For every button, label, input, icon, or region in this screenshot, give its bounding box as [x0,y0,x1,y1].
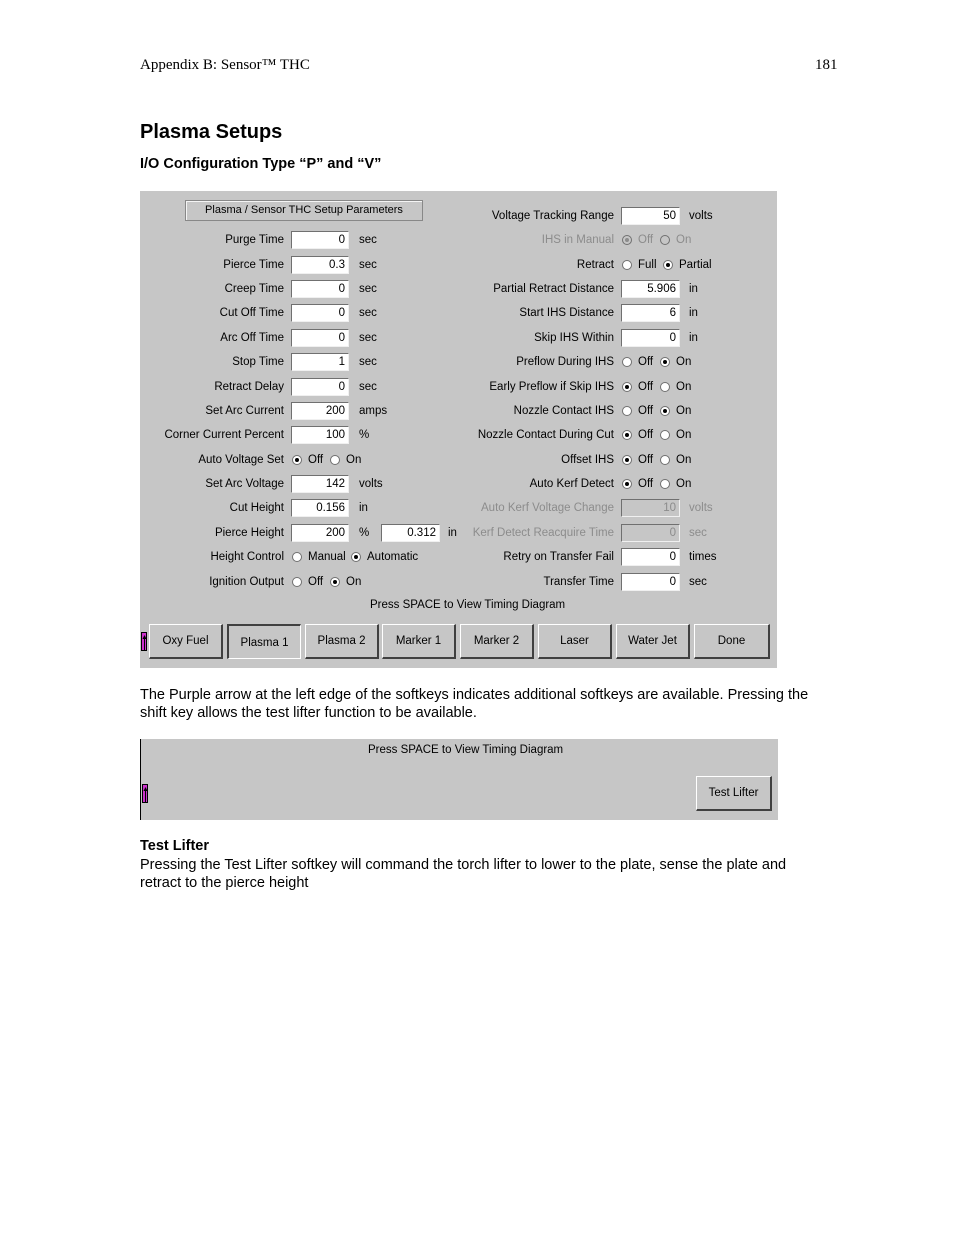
nozzle-contact-cut-label: Nozzle Contact During Cut [477,429,614,441]
start-ihs-distance-unit: in [689,307,698,319]
retract-delay-unit: sec [359,381,377,393]
set-arc-current-label: Set Arc Current [205,405,284,417]
ihs-in-manual-on-label: On [676,234,692,246]
softkey-laser[interactable]: Laser [538,624,612,659]
start-ihs-distance-label: Start IHS Distance [519,307,614,319]
partial-retract-distance-input[interactable]: 5.906 [621,280,680,298]
offset-ihs-on-radio[interactable] [660,455,670,465]
voltage-tracking-range-input[interactable]: 50 [621,207,680,225]
retry-on-transfer-fail-unit: times [689,551,717,563]
arc-off-time-label: Arc Off Time [220,332,284,344]
softkey-plasma-2[interactable]: Plasma 2 [305,624,379,659]
stop-time-input[interactable]: 1 [291,353,349,371]
height-control-label: Height Control [210,551,284,563]
skip-ihs-within-unit: in [689,332,698,344]
offset-ihs-off-label: Off [638,454,654,466]
height-control-manual-radio[interactable] [292,552,302,562]
start-ihs-distance-input[interactable]: 6 [621,304,680,322]
section-subtitle: I/O Configuration Type “P” and “V” [140,156,382,172]
auto-kerf-voltage-change-input: 10 [621,499,680,517]
softkey-done[interactable]: Done [694,624,770,659]
auto-kerf-voltage-change-unit: volts [689,502,713,514]
pierce-height-percent-input[interactable]: 200 [291,524,349,542]
preflow-during-ihs-label: Preflow During IHS [516,356,614,368]
softkey-marker-2[interactable]: Marker 2 [460,624,534,659]
corner-current-percent-unit: % [359,429,370,441]
creep-time-label: Creep Time [224,283,284,295]
voltage-tracking-range-unit: volts [689,210,713,222]
ihs-in-manual-off-label: Off [638,234,654,246]
ihs-in-manual-on-radio [660,235,670,245]
header-chapter: Appendix B: Sensor™ THC [140,57,310,73]
shift-arrow-icon-2 [142,784,148,803]
test-lifter-description: Pressing the Test Lifter softkey will command the torch lifter to lower to the plate, sense the plate and retract to the pierce height [140,857,787,891]
corner-current-percent-label: Corner Current Percent [164,429,284,441]
set-arc-current-input[interactable]: 200 [291,402,349,420]
ihs-in-manual-label: IHS in Manual [541,234,614,246]
skip-ihs-within-input[interactable]: 0 [621,329,680,347]
purge-time-input[interactable]: 0 [291,231,349,249]
nozzle-contact-cut-on-label: On [676,429,692,441]
purge-time-label: Purge Time [225,234,284,246]
preflow-during-ihs-on-radio[interactable] [660,357,670,367]
kerf-detect-reacquire-unit: sec [689,527,707,539]
cut-off-time-input[interactable]: 0 [291,304,349,322]
shift-arrow-icon [141,632,147,651]
nozzle-contact-cut-off-radio[interactable] [622,430,632,440]
retry-on-transfer-fail-label: Retry on Transfer Fail [503,551,614,563]
pierce-height-percent-unit: % [359,527,370,539]
timing-diagram-hint-2: Press SPACE to View Timing Diagram [368,744,564,756]
set-arc-voltage-unit: volts [359,478,383,490]
set-arc-current-unit: amps [359,405,388,417]
early-preflow-label: Early Preflow if Skip IHS [489,381,614,393]
nozzle-contact-ihs-off-label: Off [638,405,654,417]
cut-height-unit: in [359,502,368,514]
auto-voltage-set-on-label: On [346,454,362,466]
auto-voltage-set-label: Auto Voltage Set [198,454,284,466]
partial-retract-distance-label: Partial Retract Distance [493,283,614,295]
nozzle-contact-cut-off-label: Off [638,429,654,441]
pierce-height-distance-unit: in [448,527,457,539]
early-preflow-off-label: Off [638,381,654,393]
pierce-time-unit: sec [359,259,377,271]
corner-current-percent-input[interactable]: 100 [291,426,349,444]
ignition-output-label: Ignition Output [209,576,284,588]
voltage-tracking-range-label: Voltage Tracking Range [491,210,614,222]
height-control-manual-label: Manual [308,551,346,563]
early-preflow-off-radio[interactable] [622,382,632,392]
kerf-detect-reacquire-label: Kerf Detect Reacquire Time [472,527,614,539]
retract-partial-radio[interactable] [663,260,673,270]
pierce-height-label: Pierce Height [214,527,284,539]
offset-ihs-off-radio[interactable] [622,455,632,465]
nozzle-contact-ihs-off-radio[interactable] [622,406,632,416]
retract-full-radio[interactable] [622,260,632,270]
early-preflow-on-radio[interactable] [660,382,670,392]
preflow-during-ihs-off-radio[interactable] [622,357,632,367]
retry-on-transfer-fail-input[interactable]: 0 [621,548,680,566]
ihs-in-manual-off-radio [622,235,632,245]
softkey-test-lifter[interactable]: Test Lifter [696,776,772,811]
page-title: Plasma Setups [140,121,283,143]
auto-kerf-detect-on-label: On [676,478,692,490]
nozzle-contact-ihs-on-label: On [676,405,692,417]
ignition-output-off-radio[interactable] [292,577,302,587]
nozzle-contact-ihs-on-radio[interactable] [660,406,670,416]
stop-time-unit: sec [359,356,377,368]
nozzle-contact-cut-on-radio[interactable] [660,430,670,440]
test-lifter-heading: Test Lifter [140,838,210,854]
kerf-detect-reacquire-input: 0 [621,524,680,542]
nozzle-contact-ihs-label: Nozzle Contact IHS [513,405,614,417]
pierce-time-input[interactable]: 0.3 [291,256,349,274]
ignition-output-off-label: Off [308,576,324,588]
ignition-output-on-radio[interactable] [330,577,340,587]
test-lifter-panel [140,739,778,820]
plasma-setup-panel [140,191,777,668]
transfer-time-input[interactable]: 0 [621,573,680,591]
skip-ihs-within-label: Skip IHS Within [534,332,614,344]
retract-partial-label: Partial [679,259,712,271]
cut-off-time-unit: sec [359,307,377,319]
early-preflow-on-label: On [676,381,692,393]
softkey-plasma-1[interactable]: Plasma 1 [227,624,301,659]
softkeys-explanation: The Purple arrow at the left edge of the softkeys indicates additional softkeys are available. Pressing the shift key allows the test lifter function to be available. [140,687,809,721]
page-number: 181 [815,57,838,73]
creep-time-unit: sec [359,283,377,295]
cut-height-input[interactable]: 0.156 [291,499,349,517]
cut-height-label: Cut Height [229,502,284,514]
retract-delay-input[interactable]: 0 [291,378,349,396]
offset-ihs-label: Offset IHS [561,454,614,466]
arc-off-time-input[interactable]: 0 [291,329,349,347]
purge-time-unit: sec [359,234,377,246]
retract-label: Retract [576,259,614,271]
pierce-height-distance-input[interactable]: 0.312 [381,524,440,542]
retract-full-label: Full [638,259,657,271]
transfer-time-label: Transfer Time [543,576,614,588]
ignition-output-on-label: On [346,576,362,588]
preflow-during-ihs-on-label: On [676,356,692,368]
creep-time-input[interactable]: 0 [291,280,349,298]
auto-kerf-voltage-change-label: Auto Kerf Voltage Change [481,502,614,514]
softkey-oxy-fuel[interactable]: Oxy Fuel [149,624,223,659]
preflow-during-ihs-off-label: Off [638,356,654,368]
transfer-time-unit: sec [689,576,707,588]
arc-off-time-unit: sec [359,332,377,344]
auto-kerf-detect-off-radio[interactable] [622,479,632,489]
height-control-automatic-radio[interactable] [351,552,361,562]
auto-kerf-detect-off-label: Off [638,478,654,490]
auto-voltage-set-off-label: Off [308,454,324,466]
pierce-time-label: Pierce Time [223,259,284,271]
auto-voltage-set-off-radio[interactable] [292,455,302,465]
timing-diagram-hint: Press SPACE to View Timing Diagram [370,599,566,611]
auto-kerf-detect-on-radio[interactable] [660,479,670,489]
height-control-automatic-label: Automatic [367,551,419,563]
stop-time-label: Stop Time [232,356,284,368]
auto-kerf-detect-label: Auto Kerf Detect [529,478,614,490]
offset-ihs-on-label: On [676,454,692,466]
auto-voltage-set-on-radio[interactable] [330,455,340,465]
set-arc-voltage-input[interactable]: 142 [291,475,349,493]
retract-delay-label: Retract Delay [214,381,284,393]
cut-off-time-label: Cut Off Time [219,307,284,319]
set-arc-voltage-label: Set Arc Voltage [205,478,284,490]
softkey-marker-1[interactable]: Marker 1 [382,624,456,659]
softkey-water-jet[interactable]: Water Jet [616,624,690,659]
panel-title: Plasma / Sensor THC Setup Parameters [185,200,423,221]
partial-retract-distance-unit: in [689,283,698,295]
